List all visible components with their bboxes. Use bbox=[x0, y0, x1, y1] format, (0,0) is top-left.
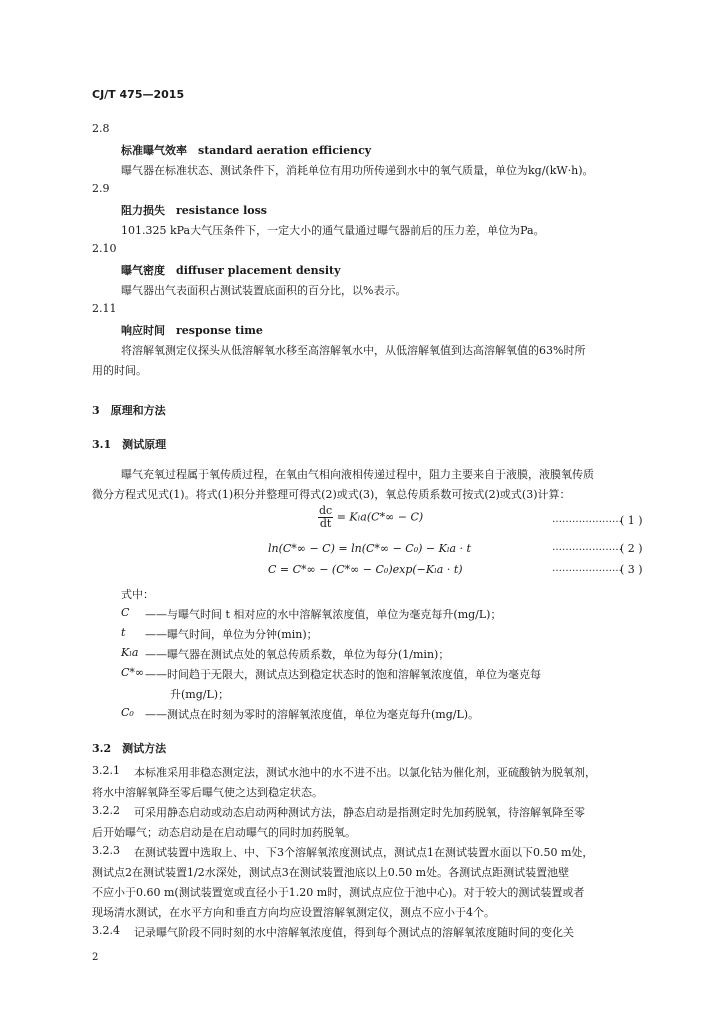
clause-number: 3.2.1 bbox=[92, 764, 120, 777]
equation-1 bbox=[318, 505, 423, 530]
clause-number: 2.11 bbox=[92, 302, 117, 315]
clause-text-cont: 将水中溶解氧降至零后曝气使之达到稳定状态。 bbox=[92, 786, 323, 799]
term-definition: 曝气器出气表面积占测试装置底面积的百分比，以%表示。 bbox=[121, 284, 407, 297]
clause-text-cont: 后开始曝气；动态启动是在启动曝气的同时加药脱氧。 bbox=[92, 826, 356, 839]
standard-code-header: CJ/T 475—2015 bbox=[92, 88, 185, 101]
symbol-description-cont: 升(mg/L)； bbox=[170, 688, 230, 701]
leader-dots: ………………… bbox=[552, 514, 622, 525]
paragraph-cont: 微分方程式见式(1)。将式(1)积分并整理可得式(2)或式(3)，氧总传质系数可按式(2)或式(3)计算： bbox=[92, 488, 571, 501]
denominator: dt bbox=[319, 517, 332, 530]
leader-dots: ………………… bbox=[552, 542, 622, 553]
term-title: 响应时间 response time bbox=[121, 324, 263, 337]
chapter-heading: 3 原理和方法 bbox=[92, 404, 166, 417]
symbol: Kₗa bbox=[121, 646, 139, 659]
equation-3: C = C*∞ − (C*∞ − C₀)exp(−Kₗa · t) bbox=[268, 563, 463, 576]
equation-number: ( 2 ) bbox=[620, 542, 643, 555]
symbol: C*∞ bbox=[121, 666, 145, 679]
symbol-description: ——测试点在时刻为零时的溶解氧浓度值，单位为毫克每升(mg/L)。 bbox=[145, 708, 480, 721]
term-definition: 101.325 kPa大气压条件下，一定大小的通气量通过曝气器前后的压力差，单位为Pa。 bbox=[121, 224, 545, 237]
equation-number: ( 3 ) bbox=[620, 563, 643, 576]
symbol-description: ——曝气器在测试点处的氧总传质系数，单位为每分(1/min)； bbox=[145, 648, 450, 661]
clause-number: 2.10 bbox=[92, 242, 117, 255]
clause-text-cont: 不应小于0.60 m(测试装置宽或直径小于1.20 m时，测试点应位于池中心)。对于较大的测试装置或者 bbox=[92, 886, 585, 899]
page-number: 2 bbox=[92, 952, 99, 963]
term-definition: 将溶解氧测定仪探头从低溶解氧水移至高溶解氧水中，从低溶解氧值到达高溶解氧值的63%时所 bbox=[121, 344, 586, 357]
clause-number: 3.2.4 bbox=[92, 924, 120, 937]
clause-number: 3.2.2 bbox=[92, 804, 120, 817]
clause-text: 可采用静态启动或动态启动两种测试方法，静态启动是指测定时先加药脱氧，待溶解氧降至零 bbox=[134, 806, 585, 819]
clause-number: 3.2.3 bbox=[92, 844, 120, 857]
symbol-description: ——曝气时间，单位为分钟(min)； bbox=[145, 628, 318, 641]
term-title: 阻力损失 resistance loss bbox=[121, 204, 267, 217]
term-definition-cont: 用的时间。 bbox=[92, 364, 147, 377]
term-title: 标准曝气效率 standard aeration efficiency bbox=[121, 144, 372, 157]
term-definition: 曝气器在标准状态、测试条件下，消耗单位有用功所传递到水中的氧气质量，单位为kg/(kW·h)。 bbox=[121, 164, 594, 177]
symbol-description: ——时间趋于无限大，测试点达到稳定状态时的饱和溶解氧浓度值，单位为毫克每 bbox=[145, 668, 541, 681]
clause-text: 记录曝气阶段不同时刻的水中溶解氧浓度值，得到每个测试点的溶解氧浓度随时间的变化关 bbox=[134, 926, 574, 939]
symbol: C₀ bbox=[121, 706, 134, 719]
leader-dots: ………………… bbox=[552, 563, 622, 574]
section-heading: 3.1 测试原理 bbox=[92, 438, 167, 451]
numerator: dc bbox=[319, 504, 333, 517]
clause-text: 在测试装置中选取上、中、下3个溶解氧浓度测试点，测试点1在测试装置水面以下0.50 m处， bbox=[134, 846, 594, 859]
clause-number: 2.8 bbox=[92, 122, 110, 135]
fraction bbox=[318, 505, 333, 530]
symbol: t bbox=[121, 626, 126, 639]
clause-number: 2.9 bbox=[92, 182, 110, 195]
term-title: 曝气密度 diffuser placement density bbox=[121, 264, 341, 277]
clause-text-cont: 测试点2在测试装置1/2水深处，测试点3在测试装置池底以上0.50 m处。各测试点距测试装置池壁 bbox=[92, 866, 570, 879]
clause-text: 本标准采用非稳态测定法，测试水池中的水不进不出。以氯化钴为催化剂，亚硫酸钠为脱氧剂， bbox=[134, 766, 596, 779]
paragraph: 曝气充氧过程属于氧传质过程，在氧由气相向液相传递过程中，阻力主要来自于液膜，液膜氧传质 bbox=[121, 468, 594, 481]
symbol: C bbox=[121, 606, 130, 619]
equation-number: ( 1 ) bbox=[620, 514, 643, 527]
equation-2: ln(C*∞ − C) = ln(C*∞ − C₀) − Kₗa · t bbox=[268, 542, 471, 555]
equation-rhs: = Kₗa(C*∞ − C) bbox=[336, 510, 424, 524]
section-heading: 3.2 测试方法 bbox=[92, 742, 167, 755]
clause-text-cont: 现场清水测试，在水平方向和垂直方向均应设置溶解氧测定仪，测点不应小于4个。 bbox=[92, 906, 495, 919]
symbol-description: ——与曝气时间 t 相对应的水中溶解氧浓度值，单位为毫克每升(mg/L)； bbox=[145, 608, 502, 621]
where-label: 式中： bbox=[121, 588, 154, 601]
